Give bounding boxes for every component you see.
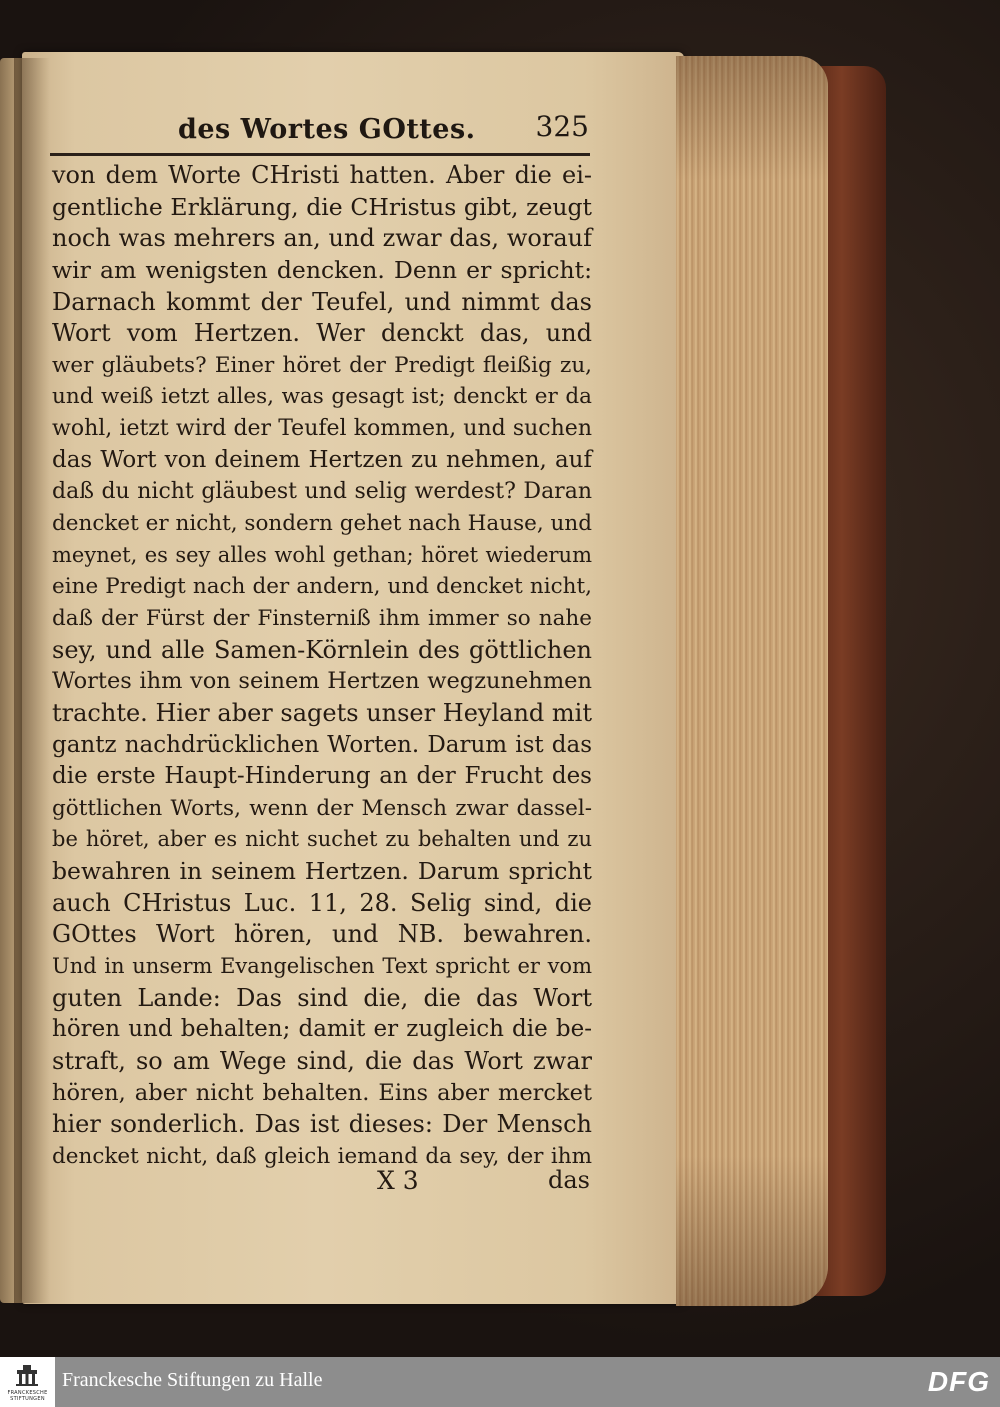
text-line: Darnach kommt der Teufel, und nimmt das	[52, 287, 592, 316]
text-line: sey, und alle Samen-Körnlein des göttlichen	[52, 635, 592, 664]
text-line: das Wort von deinem Hertzen zu nehmen, auf	[52, 446, 592, 473]
institution-name[interactable]: Franckesche Stiftungen zu Halle	[62, 1369, 323, 1391]
building-icon	[14, 1363, 40, 1387]
text-line: hören, aber nicht behalten. Eins aber mercket	[52, 1079, 592, 1106]
text-line: bewahren in seinem Hertzen. Darum spricht	[52, 857, 592, 886]
page-gutter	[14, 58, 50, 1303]
text-line: hier sonderlich. Das ist dieses: Der Mensch	[52, 1110, 592, 1139]
text-line: von dem Worte CHristi hatten. Aber die ei-	[52, 161, 592, 189]
text-line: daß du nicht gläubest und selig werdest? Daran	[52, 479, 592, 505]
body-text	[52, 160, 592, 1173]
text-line: wohl, ietzt wird der Teufel kommen, und suchen	[52, 416, 592, 442]
text-line: hören und behalten; damit er zugleich die be-	[52, 1016, 592, 1043]
text-line: Und in unserm Evangelischen Text spricht er vom	[52, 954, 592, 979]
text-line: Wort vom Hertzen. Wer denckt das, und	[52, 319, 592, 348]
institution-logo[interactable]	[0, 1357, 55, 1407]
viewer-footer-bar	[0, 1357, 1000, 1407]
text-line: GOttes Wort hören, und NB. bewahren.	[52, 920, 592, 949]
text-line: dencket er nicht, sondern gehet nach Hause, und	[52, 511, 592, 537]
text-line: Wortes ihm von seinem Hertzen wegzunehmen	[52, 668, 592, 695]
signature-mark: X 3	[377, 1166, 419, 1195]
text-line: gantz nachdrücklichen Worten. Darum ist das	[52, 731, 592, 758]
dfg-logo[interactable]: DFG	[927, 1366, 990, 1397]
text-line: noch was mehrers an, und zwar das, worauf	[52, 224, 592, 253]
text-line: trachte. Hier aber sagets unser Heyland mit	[52, 698, 592, 727]
header-rule	[50, 153, 590, 156]
text-line: dencket nicht, daß gleich iemand da sey, der ihm	[52, 1143, 592, 1169]
text-line: guten Lande: Das sind die, die das Wort	[52, 983, 592, 1012]
page-header	[50, 108, 595, 152]
text-line: göttlichen Worts, wenn der Mensch zwar dassel-	[52, 795, 592, 821]
page-footer	[52, 1164, 592, 1200]
page-number: 325	[535, 110, 589, 143]
text-line: eine Predigt nach der andern, und dencket nicht,	[52, 574, 592, 600]
text-line: und weiß ietzt alles, was gesagt ist; denckt er da	[52, 384, 592, 410]
text-line: die erste Haupt-Hinderung an der Frucht des	[52, 763, 592, 790]
catchword: das	[548, 1166, 590, 1194]
text-line: daß der Fürst der Finsterniß ihm immer so nahe	[52, 605, 592, 631]
text-line: gentliche Erklärung, die CHristus gibt, zeugt	[52, 192, 592, 221]
logo-text: FRANCKESCHE STIFTUNGEN	[7, 1390, 48, 1402]
page-block-shade	[676, 56, 828, 1306]
text-line: auch CHristus Luc. 11, 28. Selig sind, die	[52, 888, 592, 917]
text-line: be höret, aber es nicht suchet zu behalten und zu	[52, 827, 592, 852]
running-title: des Wortes GOttes.	[178, 114, 476, 145]
text-line: meynet, es sey alles wohl gethan; höret wiederum	[52, 542, 592, 567]
text-line: wir am wenigsten dencken. Denn er spricht:	[52, 255, 592, 284]
text-line: straft, so am Wege sind, die das Wort zwar	[52, 1046, 592, 1075]
text-line: wer gläubets? Einer höret der Predigt fleißig zu,	[52, 352, 592, 378]
